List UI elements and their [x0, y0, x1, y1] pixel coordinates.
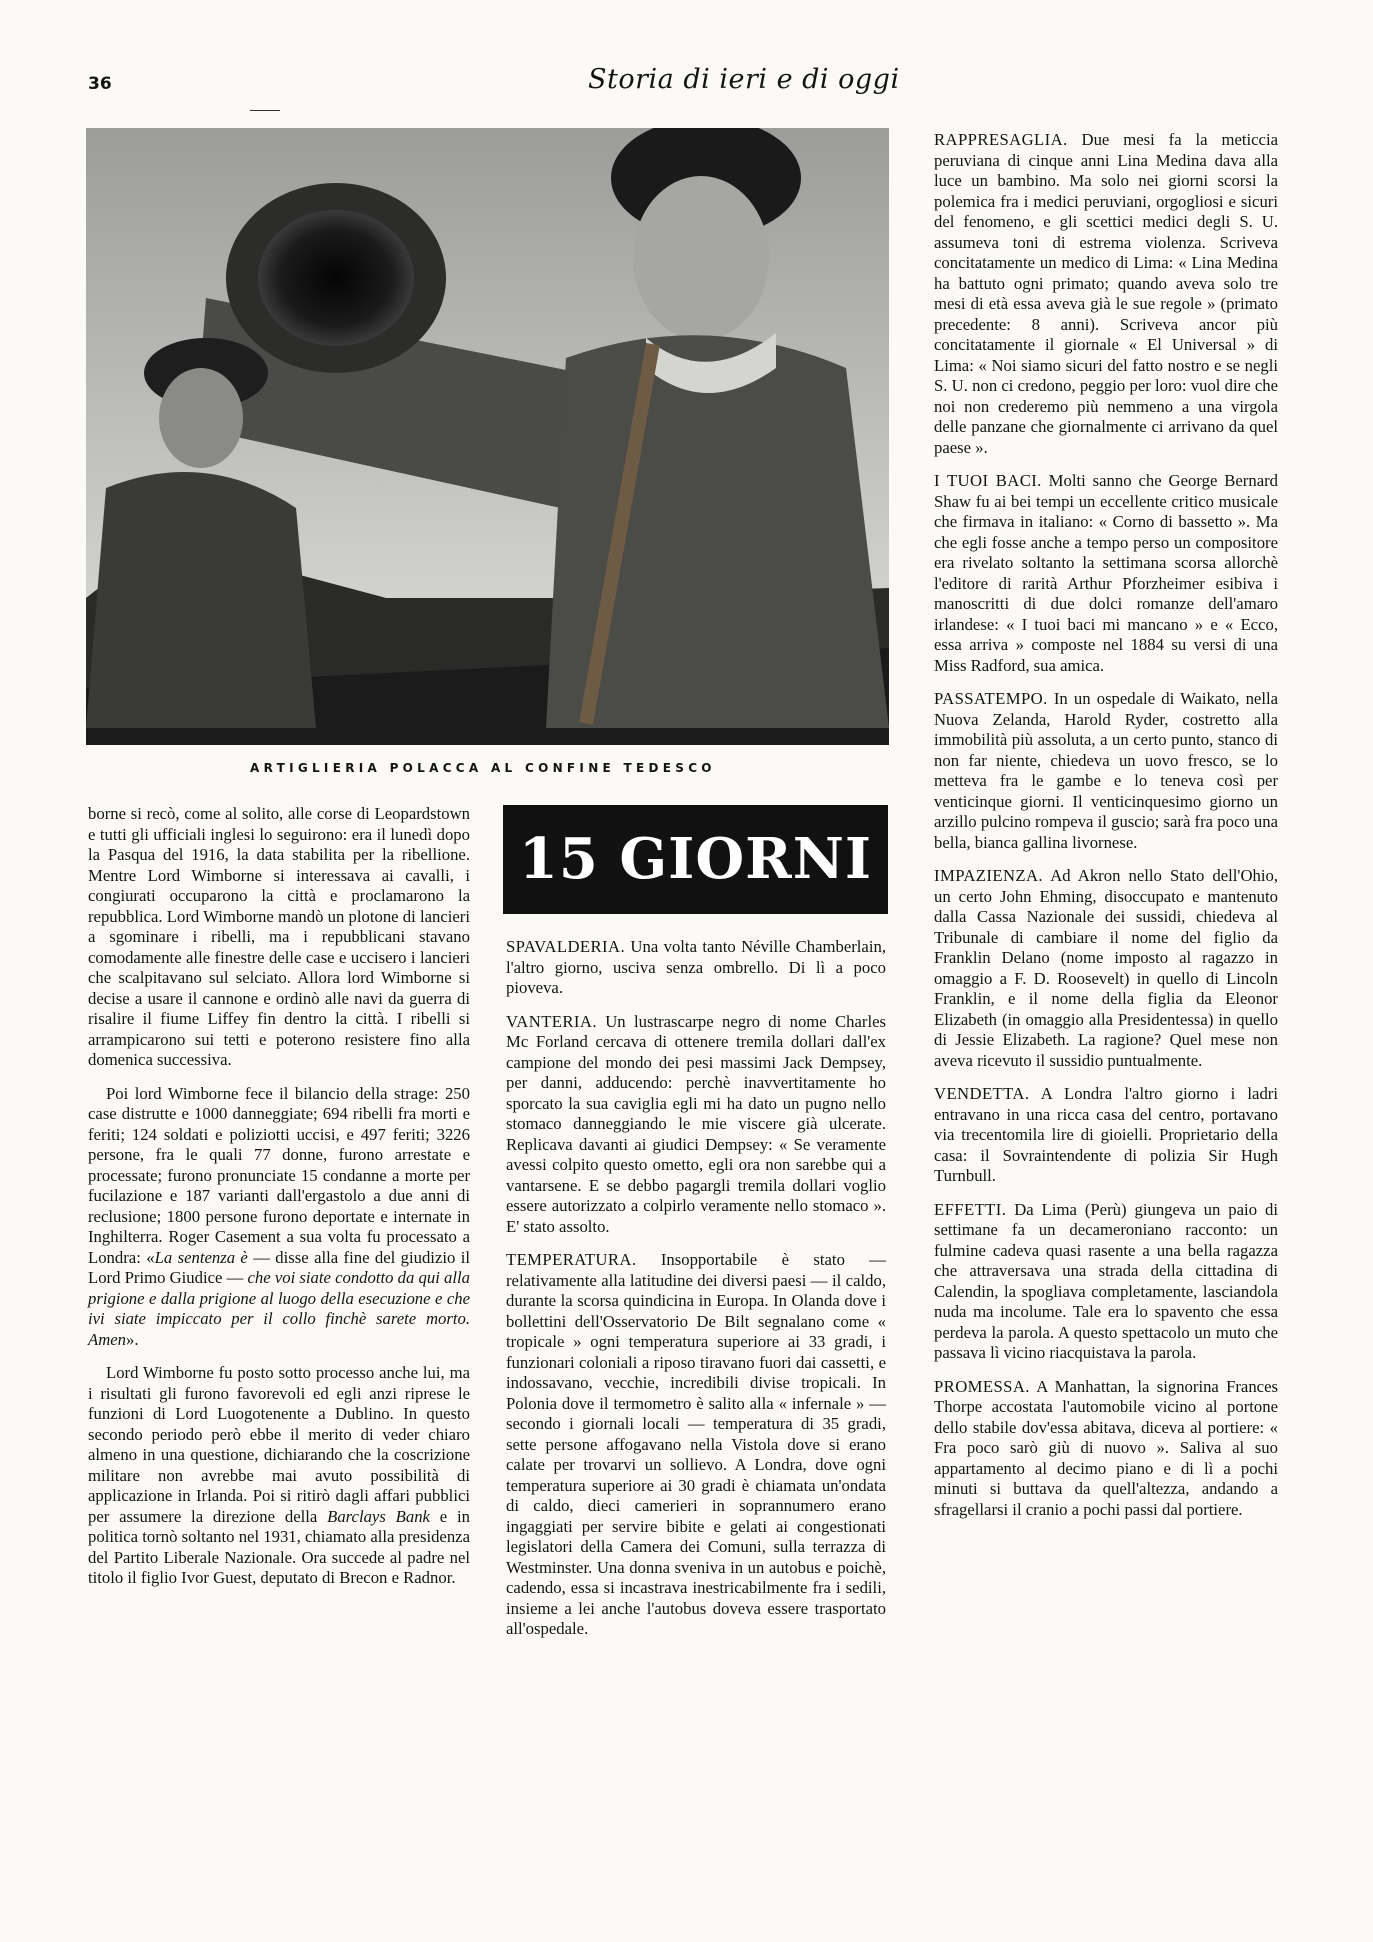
- photo-caption: ARTIGLIERIA POLACCA AL CONFINE TEDESCO: [250, 761, 716, 775]
- news-item: RAPPRESAGLIA. Due mesi fa la meticcia peruviana di cinque anni Lina Medina dava alla luce un bambino. Ma solo nei giorni scorsi la polemica fra i medici peruviani, orgogliosi e sicuri del fenomeno, e gli scettici medici degli S. U. assumeva toni di estrema violenza. Scriveva concitatamente un medico di Lima: « Lina Medina ha battuto ogni primato; quando aveva solo tre mesi di età essa aveva già le sue regole » (primato precedente: 8 anni). Scriveva ancor più concitatamente il giornale « El Universal » di Lima: « Noi siamo sicuri del fatto nostro e se negli S. U. non ci credono, peggio per loro: vuol dire che noi non crederemo più nemmeno a una virgola delle panzane che giornalmente ci arrivano da quel paese ».: [934, 130, 1278, 457]
- section-banner: 15 GIORNI: [503, 805, 888, 914]
- magazine-title: Storia di ieri e di oggi: [588, 64, 900, 95]
- column-middle: [506, 937, 886, 1653]
- photo-artillery: [86, 128, 889, 745]
- news-item: VENDETTA. A Londra l'altro giorno i ladri entravano in una ricca casa del centro, portavano via trecentomila lire di gioielli. Proprietario della casa: il Sovraintendente di polizia Sir Hugh Turnbull.: [934, 1084, 1278, 1185]
- news-item: I TUOI BACI. Molti sanno che George Bernard Shaw fu ai bei tempi un eccellente critico musicale che firmava in italiano: « Corno di bassetto ». Ma che egli fosse anche a tempo perso un compositore era rivelato soltanto la settimana scorsa allorchè l'editore di rarità Arthur Pforzheimer esibiva i manoscritti di due dolci romanze dell'amaro irlandese: « I tuoi baci mi mancano » e « Ecco, essa arriva » composte nel 1884 su versi di una Miss Radford, sua amica.: [934, 471, 1279, 675]
- paragraph: Lord Wimborne fu posto sotto processo anche lui, ma i risultati gli furono favorevoli ed egli anzi riprese le funzioni di Lord Luogotenente a Dublino. In questo secondo periodo però ebbe il merito di veder chiaro almeno in una questione, dichiarando che la coscrizione militare non avrebbe mai avuto possibilità di applicazione in Irlanda. Poi si ritirò dagli affari pubblici per assumere la direzione della Barclays Bank e in politica tornò soltanto nel 1931, chiamato alla presidenza del Partito Liberale Nazionale. Ora succede al padre nel titolo il figlio Ivor Guest, deputato di Brecon e Radnor.: [88, 1363, 471, 1587]
- news-item: PROMESSA. A Manhattan, la signorina Frances Thorpe accostata l'automobile vicino al portone dello stabile dov'essa abitava, diceva al portiere: « Fra poco sarò giù di nuovo ». Saliva al suo appartamento al decimo piano e di lì a pochi minuti si buttava da quell'altezza, andando a sfragellarsi il cranio a pochi passi dal portiere.: [934, 1376, 1278, 1519]
- news-item: IMPAZIENZA. Ad Akron nello Stato dell'Ohio, un certo John Ehming, disoccupato e mantenuto dalla Cassa Nazionale dei sussidi, chiedeva al Tribunale di cambiare il nome del figlio da Franklin Delano (nome imposto al ragazzo in omaggio a F. D. Roosevelt) in quello di Lincoln Franklin, e il nome della figlia da Eleonor Elizabeth (in omaggio alla Presidentessa) in quello di Jessie Elizabeth. La ragione? Quel mese non aveva ricevuto il sussidio puntualmente.: [934, 866, 1278, 1070]
- column-right: [934, 130, 1278, 1533]
- paragraph: Poi lord Wimborne fece il bilancio della strage: 250 case distrutte e 1000 danneggiate; 694 ribelli fra morti e feriti; 124 soldati e poliziotti uccisi, e 497 feriti; 3226 persone, fra le quali 77 donne, furono arrestate e processate; furono pronunciate 15 condanne a morte per fucilazione e 187 varianti dall'ergastolo a due anni di reclusione; 1800 persone furono deportate e internate in Inghilterra. Roger Casement a sua volta fu processato a Londra: «La sentenza è — disse alla fine del giudizio il Lord Primo Giudice — che voi siate condotto da qui alla prigione e dalla prigione al luogo della esecuzione e che ivi siate impiccato per il collo finchè sarete morto. Amen».: [88, 1083, 471, 1349]
- news-item: EFFETTI. Da Lima (Perù) giungeva un paio di settimane fa un decameroniano racconto: un fulmine cadeva quasi rasente a una bella ragazza che attraversava una strada della cittadina di Calendin, la spogliava completamente, lasciandola nuda ma incolume. Tale era lo spavento che essa perdeva la parola. A questo spettacolo un muto che passava lì vicino riacquistava la parola.: [934, 1199, 1278, 1362]
- news-item: SPAVALDERIA. Una volta tanto Néville Chamberlain, l'altro giorno, usciva senza ombrello. Di lì a poco pioveva.: [506, 937, 886, 997]
- artillery-illustration: [86, 128, 889, 745]
- page-number: 36: [88, 74, 112, 94]
- header-rule: [250, 110, 280, 111]
- news-item: PASSATEMPO. In un ospedale di Waikato, nella Nuova Zelanda, Harold Ryder, costretto alla immobilità più assoluta, a un certo punto, stanco di non far niente, chiedeva un uovo fresco, se lo metteva fra le gambe e lo teneva così per venticinque giorni. Il venticinquesimo giorno un arzillo pulcino rompeva il guscio; sarà fra poco una bella, bianca gallina livornese.: [934, 689, 1278, 852]
- news-item: TEMPERATURA. Insopportabile è stato — relativamente alla latitudine dei diversi paesi — il caldo, durante la scorsa quindicina in Europa. In Olanda dove i bollettini dell'Osservatorio De Bilt segnalano come « tropicale » ogni temperatura superiore ai 33 gradi, i funzionari coloniali a riposo tiravano fuori dai cassetti, e indossavano, vecchie, incredibili divise tropicali. In Polonia dove il termometro è salito alla « infernale » — secondo i giornali locali — temperatura di 35 gradi, sette persone affogavano nella Vistola dove si erano calate per trovarvi un sollievo. A Londra, dove ogni temperatura superiore ai 30 gradi è chiamata un'ondata di caldo, dieci camerieri in soprannumero erano ingaggiati per servire bibite e gelati ai congestionati legislatori della Camera dei Comuni, sulla terrazza di Westminster. Una donna sveniva in un autobus e poichè, cadendo, essa si incastrava inestricabilmente fra i sedili, insieme a lei anche l'autobus doveva essere trasportato all'ospedale.: [506, 1250, 886, 1638]
- column-left: [88, 804, 470, 1602]
- news-item: VANTERIA. Un lustrascarpe negro di nome Charles Mc Forland cercava di ottenere tremila dollari dall'ex campione del mondo dei pesi massimi Jack Dempsey, per danni, adducendo: perchè inavvertitamente ho sporcato la sua caviglia egli mi ha dato un pugno nello stomaco danneggiando le mie viscere già ulcerate. Replicava davanti ai giudici Dempsey: « Se veramente avessi colpito questo ometto, egli ora non sarebbe qui a vantarsene. E se debbo pagargli tremila dollari voglio essere autorizzato a colpirlo veramente nello stomaco ». E' stato assolto.: [506, 1011, 886, 1236]
- paragraph: borne si recò, come al solito, alle corse di Leopardstown e tutti gli ufficiali inglesi lo seguirono: era il lunedì dopo la Pasqua del 1916, la data stabilita per la ribellione. Mentre Lord Wimborne si interessava ai cavalli, i congiurati occuparono la città e proclamarono la repubblica. Lord Wimborne mandò un plotone di lancieri a sgominare i ribelli, ma i repubblicani stavano comodamente alle finestre delle case e uccisero i lancieri che scalpitavano sul selciato. Allora lord Wimborne si decise a usare il cannone e ordinò alle navi da guerra di risalire il fiume Liffey fin dentro la città. I ribelli si arrampicarono sui tetti e poterono resistere fino alla domenica successiva.: [88, 804, 470, 1069]
